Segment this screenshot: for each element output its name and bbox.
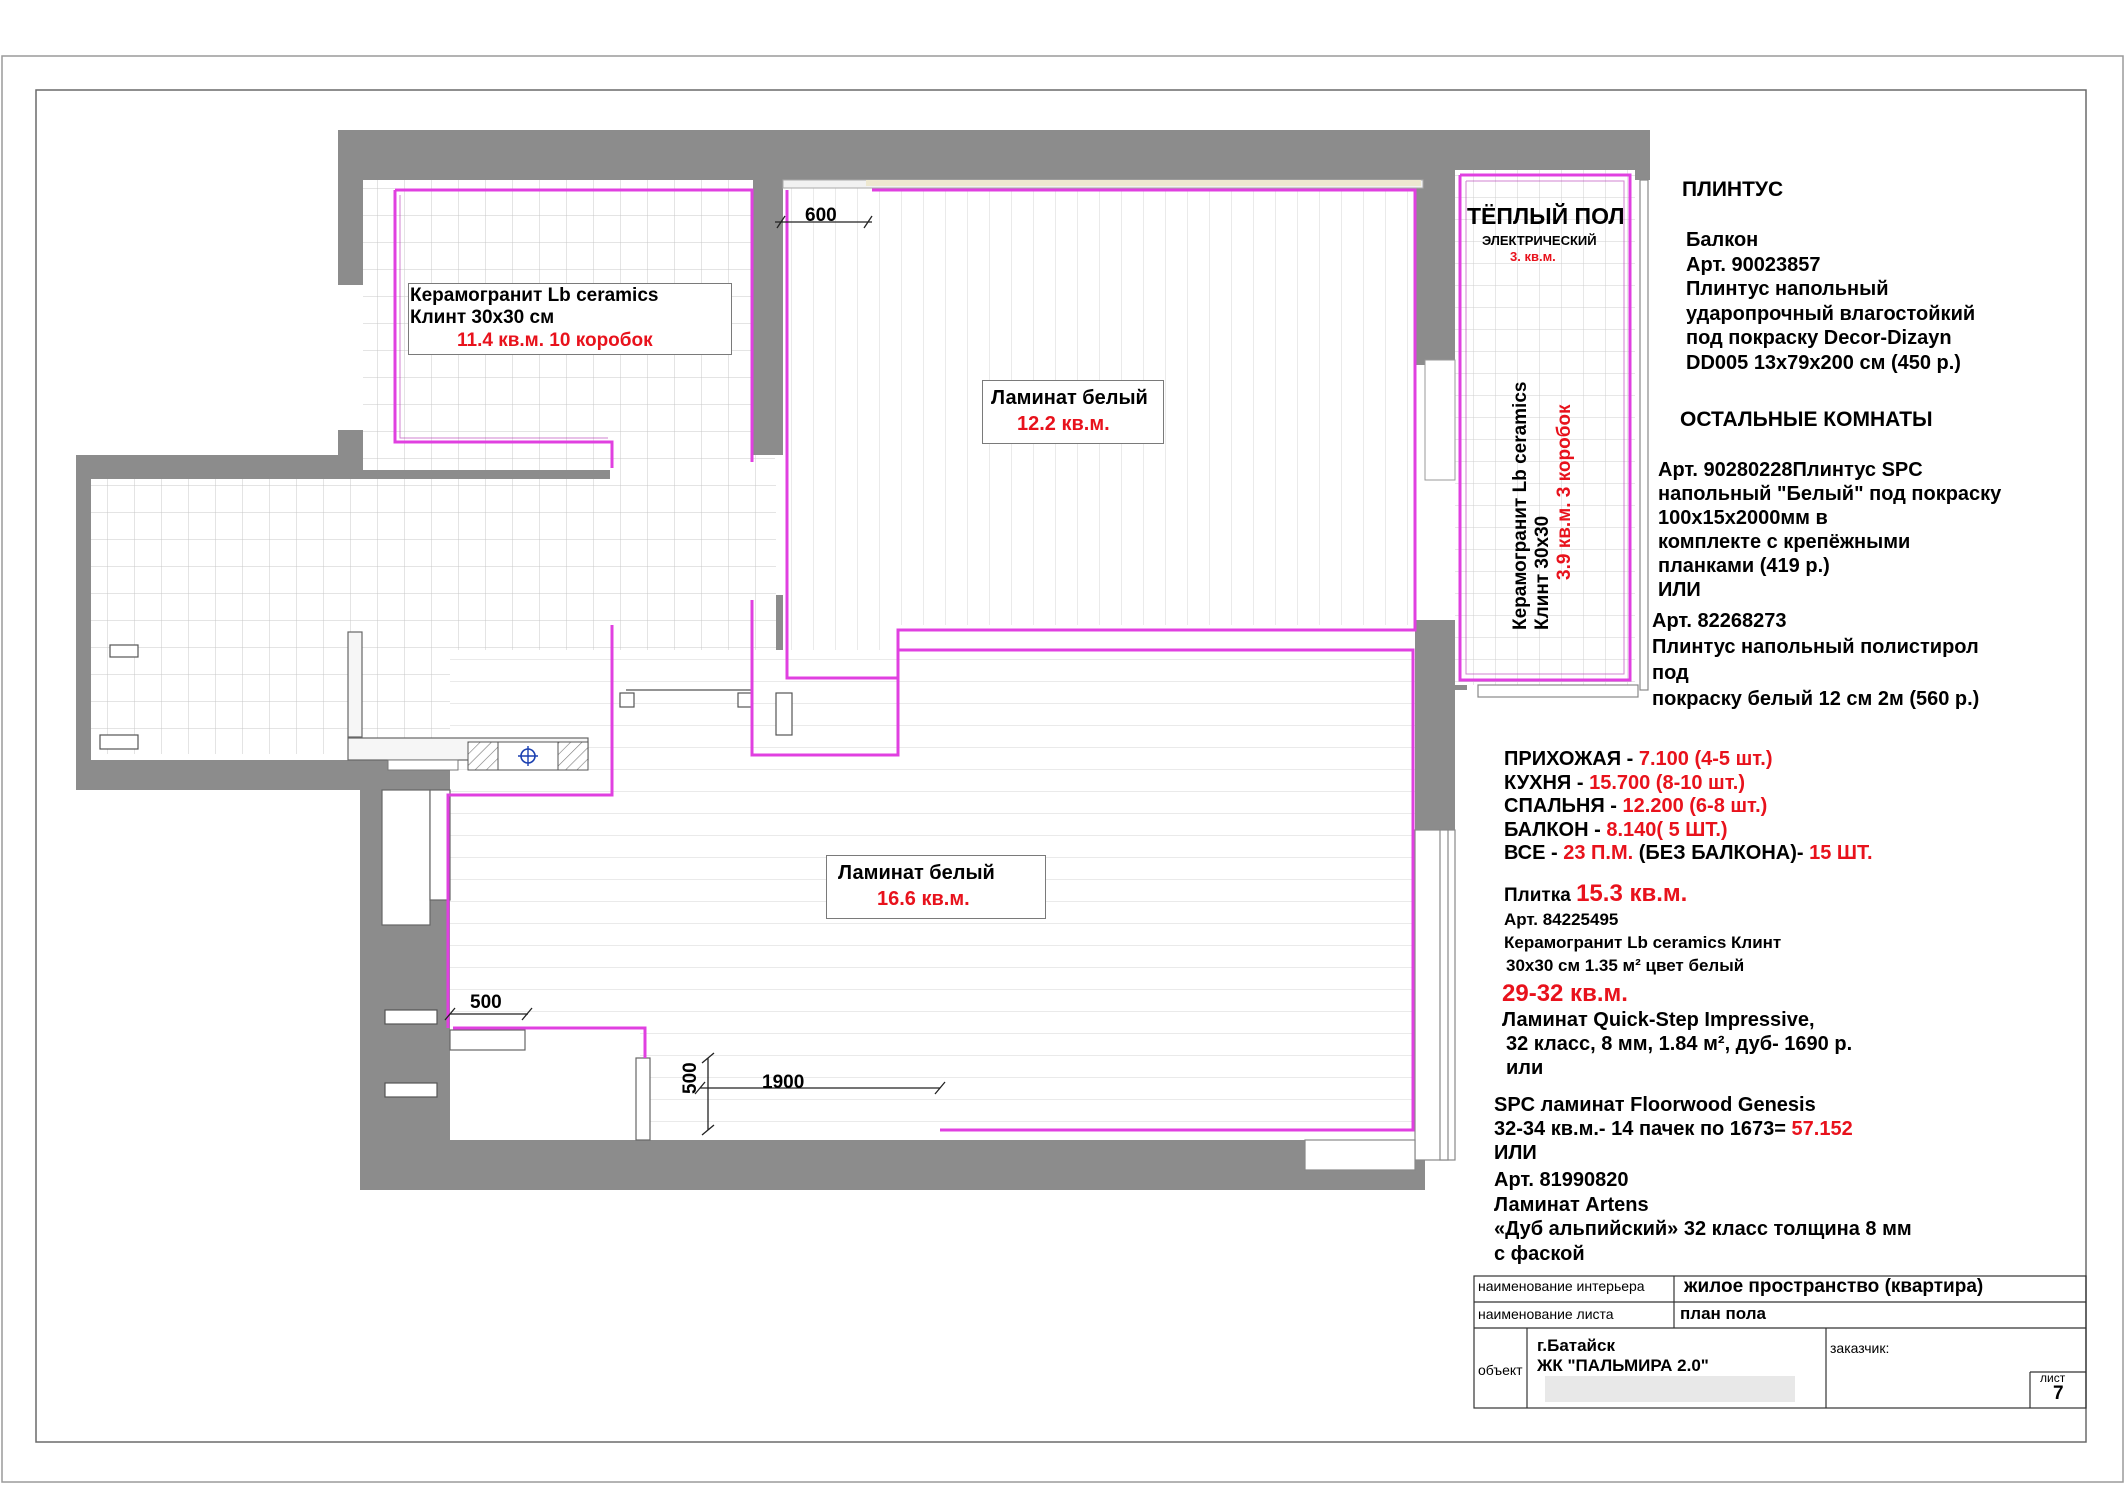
- other-rooms-line: 100x15x2000мм в: [1658, 507, 1828, 529]
- tile-line: 30х30 см 1.35 м² цвет белый: [1506, 956, 1745, 975]
- object-label: объект: [1478, 1362, 1523, 1378]
- plinth-title: ПЛИНТУС: [1682, 178, 1784, 201]
- tile-line: Керамогранит Lb ceramics Клинт: [1504, 933, 1782, 952]
- sheet-name-value: план пола: [1680, 1304, 1766, 1323]
- bedroom-laminate-area: 12.2 кв.м.: [1017, 413, 1110, 435]
- artens-line: с фаской: [1494, 1242, 1585, 1265]
- alt-plinth-line: покраску белый 12 см 2м (560 р.): [1652, 688, 1980, 710]
- balcony-tile-line2: Клинт 30х30: [1532, 515, 1553, 630]
- bedroom-laminate-line1: Ламинат белый: [991, 387, 1148, 409]
- heated-floor-title: ТЁПЛЫЙ ПОЛ: [1467, 203, 1625, 229]
- customer-label: заказчик:: [1830, 1340, 1890, 1356]
- tile-section: Плитка 15.3 кв.м. Арт. 84225495 Керамогранит Lb ceramics Клинт 30х30 см 1.35 м² цвет белый: [1504, 880, 1782, 975]
- interior-value: жилое пространство (квартира): [1684, 1276, 1984, 1297]
- total-row: ВСЕ - 23 П.М. (БЕЗ БАЛКОНА)- 15 ШТ.: [1504, 842, 1873, 864]
- other-rooms-line: напольный "Белый" под покраску: [1658, 483, 2002, 505]
- laminate-line: 32 класс, 8 мм, 1.84 м², дуб- 1690 р.: [1506, 1033, 1853, 1055]
- artens-line: Ламинат Artens: [1494, 1193, 1649, 1216]
- spc-or: ИЛИ: [1494, 1142, 1537, 1164]
- room-row: СПАЛЬНЯ - 12.200 (6-8 шт.): [1504, 795, 1768, 817]
- balcony-plinth-line: ударопрочный влагостойкий: [1686, 302, 1976, 325]
- other-rooms-line: планками (419 р.): [1658, 555, 1830, 577]
- balcony-plinth-line: Балкон: [1686, 229, 1759, 251]
- living-laminate-area: 16.6 кв.м.: [877, 888, 970, 910]
- object-city: г.Батайск: [1537, 1336, 1615, 1355]
- balcony-tile-line1: Керамогранит Lb ceramics: [1510, 381, 1531, 630]
- spc-section: SPC ламинат Floorwood Genesis 32-34 кв.м.- 14 пачек по 1673= 57.152 ИЛИ: [1494, 1094, 1853, 1164]
- other-rooms-title: ОСТАЛЬНЫЕ КОМНАТЫ: [1680, 408, 1933, 431]
- room-row: БАЛКОН - 8.140( 5 ШТ.): [1504, 818, 1728, 841]
- laminate-line: Ламинат Quick-Step Impressive,: [1502, 1009, 1815, 1031]
- other-rooms-line: комплекте с крепёжными: [1658, 531, 1911, 553]
- alt-plinth-line: Арт. 82268273: [1652, 610, 1787, 632]
- dimension-600-label: 600: [805, 205, 837, 226]
- dimension-500-label: 500: [470, 992, 502, 1013]
- alt-plinth-line: под: [1652, 662, 1689, 684]
- artens-line: «Дуб альпийский» 32 класс толщина 8 мм: [1494, 1218, 1912, 1240]
- dimension-1900-label: 1900: [762, 1072, 805, 1093]
- object-complex: ЖК "ПАЛЬМИРА 2.0": [1537, 1356, 1709, 1375]
- heated-floor-area: 3. кв.м.: [1510, 249, 1556, 264]
- hall-tile-line2: Клинт 30х30 см: [410, 307, 555, 328]
- artens-line: Арт. 81990820: [1494, 1169, 1629, 1191]
- laminate-line: или: [1506, 1057, 1544, 1079]
- dimension-500-vertical-label: 500: [680, 1062, 701, 1094]
- sheet-name-label: наименование листа: [1478, 1306, 1614, 1322]
- spc-line1: SPC ламинат Floorwood Genesis: [1494, 1094, 1816, 1116]
- other-rooms-line: ИЛИ: [1658, 579, 1701, 601]
- balcony-plinth-line: под покраску Decor-Dizayn: [1686, 327, 1952, 349]
- heated-floor-type: ЭЛЕКТРИЧЕСКИЙ: [1482, 233, 1597, 248]
- interior-label: наименование интерьера: [1478, 1278, 1645, 1294]
- room-row: КУХНЯ - 15.700 (8-10 шт.): [1504, 771, 1745, 794]
- laminate-area: 29-32 кв.м.: [1502, 980, 1628, 1007]
- balcony-plinth-line: Плинтус напольный: [1686, 278, 1889, 300]
- balcony-plinth-line: DD005 13х79х200 см (450 р.): [1686, 351, 1961, 374]
- living-laminate-line1: Ламинат белый: [838, 862, 995, 884]
- hall-tile-area: 11.4 кв.м. 10 коробок: [457, 330, 653, 351]
- list-label: лист: [2040, 1371, 2066, 1385]
- hall-tile-line1: Керамогранит Lb ceramics: [410, 285, 659, 306]
- other-rooms-line: Арт. 90280228Плинтус SPC: [1658, 459, 1923, 481]
- room-row: ПРИХОЖАЯ - 7.100 (4-5 шт.): [1504, 748, 1773, 770]
- balcony-plinth-line: Арт. 90023857: [1686, 253, 1821, 276]
- alt-plinth-line: Плинтус напольный полистирол: [1652, 636, 1979, 658]
- tile-line: Арт. 84225495: [1504, 910, 1619, 929]
- list-number: 7: [2053, 1383, 2064, 1404]
- balcony-tile-area: 3.9 кв.м. 3 коробок: [1554, 404, 1575, 580]
